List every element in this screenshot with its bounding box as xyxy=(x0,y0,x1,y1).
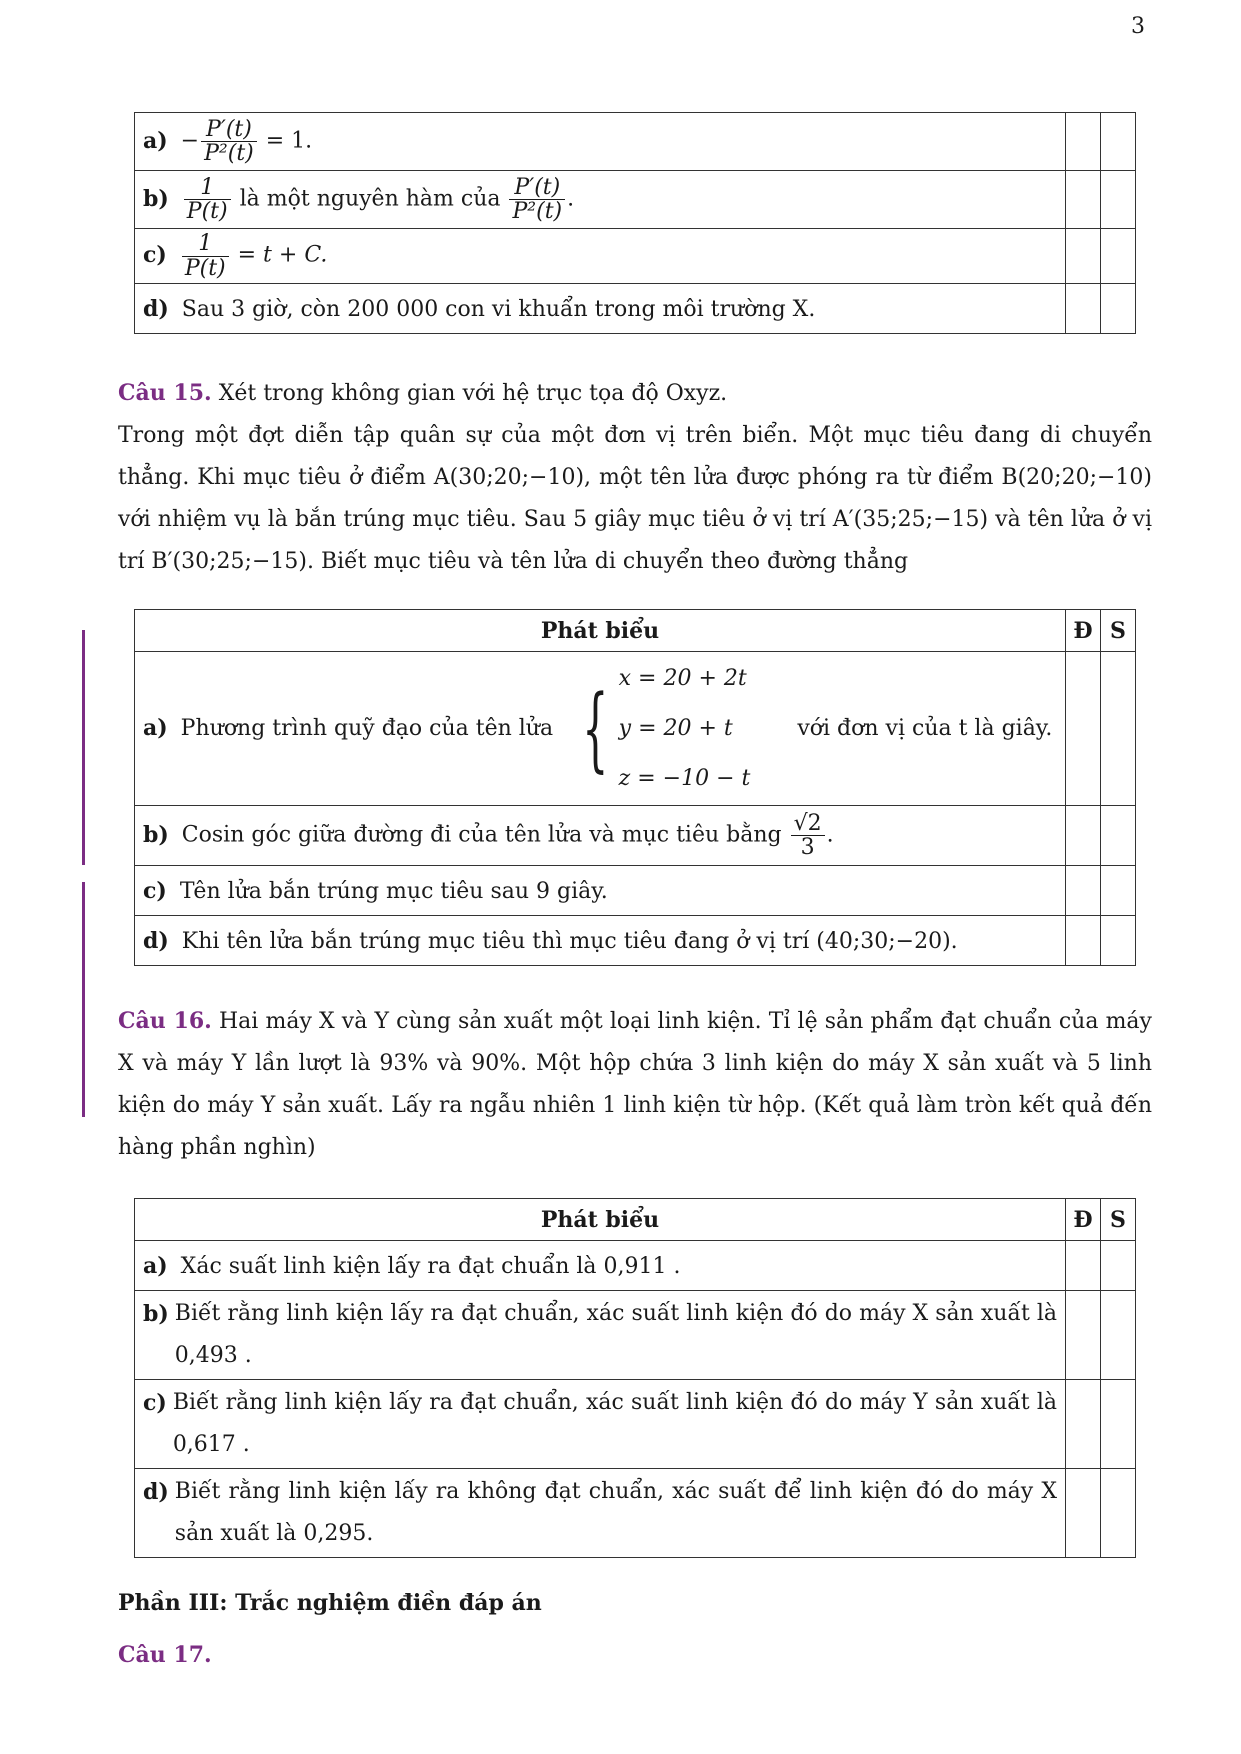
table-row xyxy=(135,1241,1136,1291)
question-14-table xyxy=(134,112,1136,334)
margin-bar xyxy=(82,630,85,865)
table-row xyxy=(135,171,1136,229)
answer-true-cell[interactable] xyxy=(1066,1241,1101,1291)
answer-true-cell[interactable] xyxy=(1066,113,1101,171)
answer-false-cell[interactable] xyxy=(1101,113,1136,171)
statement-a: a) Xác suất linh kiện lấy ra đạt chuẩn là 0,911 . xyxy=(135,1241,1066,1291)
statement-d: d) Biết rằng linh kiện lấy ra không đạt chuẩn, xác suất để linh kiện đó do máy X sản xuất là 0,295. xyxy=(135,1469,1066,1558)
header-true: Đ xyxy=(1066,1199,1101,1241)
question-body: Trong một đợt diễn tập quân sự của một đơn vị trên biển. Một mục tiêu đang di chuyển thẳng. Khi mục tiêu ở điểm A(30;20;−10), một tên lửa được phóng ra từ điểm B(20;20;−10) với nhiệm vụ là bắn trúng mục tiêu. Sau 5 giây mục tiêu ở vị trí A′(35;25;−15) và tên lửa ở vị trí B′(30;25;−15). Biết mục tiêu và tên lửa di chuyển theo đường thẳng xyxy=(118,423,1152,574)
statement-c: c) Biết rằng linh kiện lấy ra đạt chuẩn, xác suất linh kiện đó do máy Y sản xuất là 0,617 . xyxy=(135,1380,1066,1469)
answer-true-cell[interactable] xyxy=(1066,916,1101,966)
header-statement: Phát biểu xyxy=(135,610,1066,652)
margin-bar xyxy=(82,882,85,1117)
question-15 xyxy=(118,372,1152,583)
answer-false-cell[interactable] xyxy=(1101,1380,1136,1469)
header-false: S xyxy=(1101,1199,1136,1241)
header-false: S xyxy=(1101,610,1136,652)
section-heading: Phần III: Trắc nghiệm điền đáp án xyxy=(118,1590,542,1616)
answer-false-cell[interactable] xyxy=(1101,171,1136,229)
answer-true-cell[interactable] xyxy=(1066,652,1101,806)
answer-false-cell[interactable] xyxy=(1101,866,1136,916)
table-header xyxy=(135,1199,1136,1241)
statement-d: d) Sau 3 giờ, còn 200 000 con vi khuẩn trong môi trường X. xyxy=(135,284,1066,334)
statement-b: b) $\frac{1}{P(t)}$ là một nguyên hàm của $\frac{P'(t)}{\text{P²(t)}}$ . xyxy=(135,171,1066,229)
table-row xyxy=(135,652,1136,806)
answer-false-cell[interactable] xyxy=(1101,916,1136,966)
table-row xyxy=(135,1291,1136,1380)
page-number: 3 xyxy=(1131,14,1145,39)
statement-b: b) Biết rằng linh kiện lấy ra đạt chuẩn, xác suất linh kiện đó do máy X sản xuất là 0,493 . xyxy=(135,1291,1066,1380)
answer-true-cell[interactable] xyxy=(1066,866,1101,916)
statement-c: c) Tên lửa bắn trúng mục tiêu sau 9 giây. xyxy=(135,866,1066,916)
question-16-table xyxy=(134,1198,1136,1558)
statement-a: a) Phương trình quỹ đạo của tên lửa { x = 20 + 2t y = 20 + t z = −10 − t với đơn vị của t là giây. xyxy=(135,652,1066,806)
question-16 xyxy=(118,1000,1152,1169)
answer-false-cell[interactable] xyxy=(1101,1291,1136,1380)
header-statement: Phát biểu xyxy=(135,1199,1066,1241)
statement-b: b) Cosin góc giữa đường đi của tên lửa và mục tiêu bằng $\frac{√2}{3}$ . xyxy=(135,806,1066,866)
answer-true-cell[interactable] xyxy=(1066,229,1101,284)
table-row xyxy=(135,1380,1136,1469)
answer-false-cell[interactable] xyxy=(1101,806,1136,866)
answer-false-cell[interactable] xyxy=(1101,1241,1136,1291)
answer-false-cell[interactable] xyxy=(1101,229,1136,284)
question-17-label: Câu 17. xyxy=(118,1642,212,1668)
answer-true-cell[interactable] xyxy=(1066,284,1101,334)
table-row xyxy=(135,916,1136,966)
answer-true-cell[interactable] xyxy=(1066,1469,1101,1558)
table-row xyxy=(135,113,1136,171)
answer-true-cell[interactable] xyxy=(1066,1291,1101,1380)
table-row xyxy=(135,1469,1136,1558)
table-row xyxy=(135,866,1136,916)
answer-false-cell[interactable] xyxy=(1101,652,1136,806)
equation-system: { x = 20 + 2t y = 20 + t z = −10 − t xyxy=(582,665,751,791)
table-header xyxy=(135,610,1136,652)
table-row xyxy=(135,806,1136,866)
answer-true-cell[interactable] xyxy=(1066,1380,1101,1469)
statement-c: c) $\frac{1}{P(t)}$ = t + C. xyxy=(135,229,1066,284)
question-15-table xyxy=(134,609,1136,966)
question-intro: Xét trong không gian với hệ trục tọa độ Oxyz. xyxy=(218,381,728,406)
header-true: Đ xyxy=(1066,610,1101,652)
table-row xyxy=(135,229,1136,284)
statement-d: d) Khi tên lửa bắn trúng mục tiêu thì mục tiêu đang ở vị trí (40;30;−20). xyxy=(135,916,1066,966)
answer-true-cell[interactable] xyxy=(1066,171,1101,229)
answer-false-cell[interactable] xyxy=(1101,1469,1136,1558)
question-label: Câu 16. xyxy=(118,1008,212,1034)
answer-false-cell[interactable] xyxy=(1101,284,1136,334)
answer-true-cell[interactable] xyxy=(1066,806,1101,866)
table-row xyxy=(135,284,1136,334)
question-label: Câu 15. xyxy=(118,380,212,406)
question-body: Hai máy X và Y cùng sản xuất một loại linh kiện. Tỉ lệ sản phẩm đạt chuẩn của máy X và máy Y lần lượt là 93% và 90%. Một hộp chứa 3 linh kiện do máy X sản xuất và 5 linh kiện do máy Y sản xuất. Lấy ra ngẫu nhiên 1 linh kiện từ hộp. (Kết quả làm tròn kết quả đến hàng phần nghìn) xyxy=(118,1009,1152,1160)
statement-a: a) − $\frac{P'(t)}{\text{P²(t)}}$ = 1. xyxy=(135,113,1066,171)
